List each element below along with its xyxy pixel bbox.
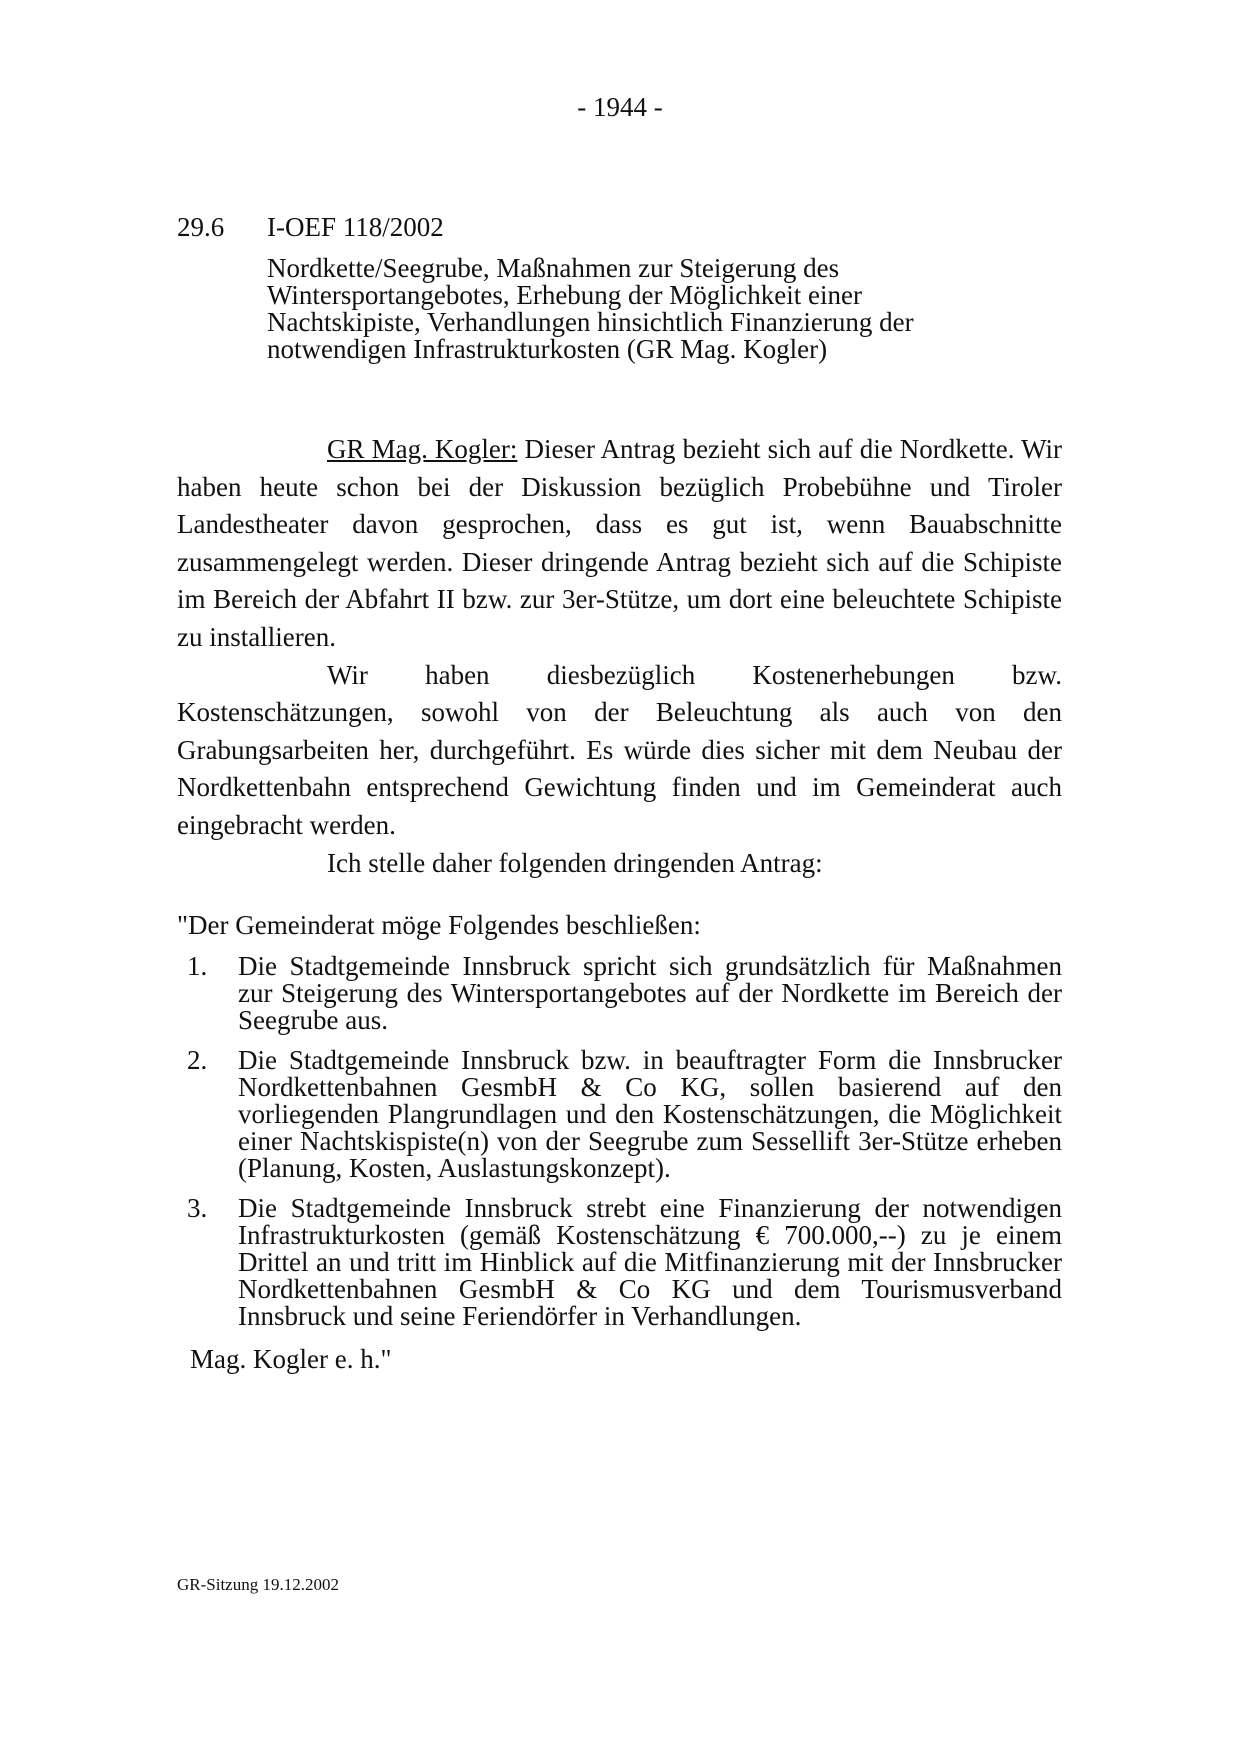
motion-item-number: 2. <box>187 1045 208 1075</box>
speech-paragraph: Ich stelle daher folgenden dringenden Antrag: <box>327 847 823 878</box>
speech-paragraph: Wir haben diesbezüglich Kostenerhebungen bzw. Kostenschätzungen, sowohl von der Beleuchtung als auch von den Grabungsarbeiten her, durchgeführt. Es würde dies sicher mit dem Neubau der Nordkettenbahn entsprechend Gewichtung finden und im Gemeinderat auch eingebracht werden. <box>177 659 1062 840</box>
agenda-item-title: Nordkette/Seegrube, Maßnahmen zur Steigerung des Wintersportangebotes, Erhebung der Möglichkeit einer Nachtskipiste, Verhandlungen hinsichtlich Finanzierung der notwendigen Infrastrukturkosten (GR Mag. Kogler) <box>267 253 914 364</box>
motion-intro: "Der Gemeinderat möge Folgendes beschließen: <box>177 910 701 940</box>
motion-item-text: Die Stadtgemeinde Innsbruck bzw. in beauftragter Form die Innsbrucker Nordkettenbahnen GesmbH & Co KG, sollen basierend auf den vorliegenden Plangrundlagen und den Kostenschätzungen, die Möglichkeit einer Nachtskispiste(n) von der Seegrube zum Sessellift 3er-Stütze erheben (Planung, Kosten, Auslastungskonzept). <box>238 1045 1062 1183</box>
motion-item <box>187 1047 1062 1182</box>
motion-item-number: 3. <box>187 1193 208 1223</box>
speaker-name: GR Mag. Kogler: <box>327 434 518 464</box>
motion-item-text: Die Stadtgemeinde Innsbruck strebt eine Finanzierung der notwendigen Infrastrukturkosten (gemäß Kostenschätzung € 700.000,--) zu je einem Drittel an und tritt im Hinblick auf die Mitfinanzierung mit der Innsbrucker Nordkettenbahnen GesmbH & Co KG und dem Tourismusverband Innsbruck und seine Feriendörfer in Verhandlungen. <box>238 1193 1062 1331</box>
motion-item-number: 1. <box>187 951 208 981</box>
motion-list <box>187 953 1062 1343</box>
page-number: - 1944 - <box>577 92 663 122</box>
speech-body <box>177 431 1062 882</box>
motion-item-text: Die Stadtgemeinde Innsbruck spricht sich grundsätzlich für Maßnahmen zur Steigerung des Wintersportangebotes auf der Nordkette im Bereich der Seegrube aus. <box>238 951 1062 1035</box>
footer-session-date: GR-Sitzung 19.12.2002 <box>177 1575 339 1594</box>
motion-item <box>187 953 1062 1034</box>
speech-paragraph-text: Dieser Antrag bezieht sich auf die Nordkette. Wir haben heute schon bei der Diskussion bezüglich Probebühne und Tiroler Landestheater davon gesprochen, dass es gut ist, wenn Bauabschnitte zusammengelegt werden. Dieser dringende Antrag bezieht sich auf die Schipiste im Bereich der Abfahrt II bzw. zur 3er-Stütze, um dort eine beleuchtete Schipiste zu installieren. <box>177 434 1062 652</box>
agenda-item-reference: I-OEF 118/2002 <box>267 212 444 242</box>
agenda-item-header <box>177 212 444 243</box>
agenda-item-number: 29.6 <box>177 212 225 242</box>
signature: Mag. Kogler e. h." <box>190 1344 392 1374</box>
speech-paragraph <box>177 431 1062 657</box>
motion-item <box>187 1195 1062 1330</box>
